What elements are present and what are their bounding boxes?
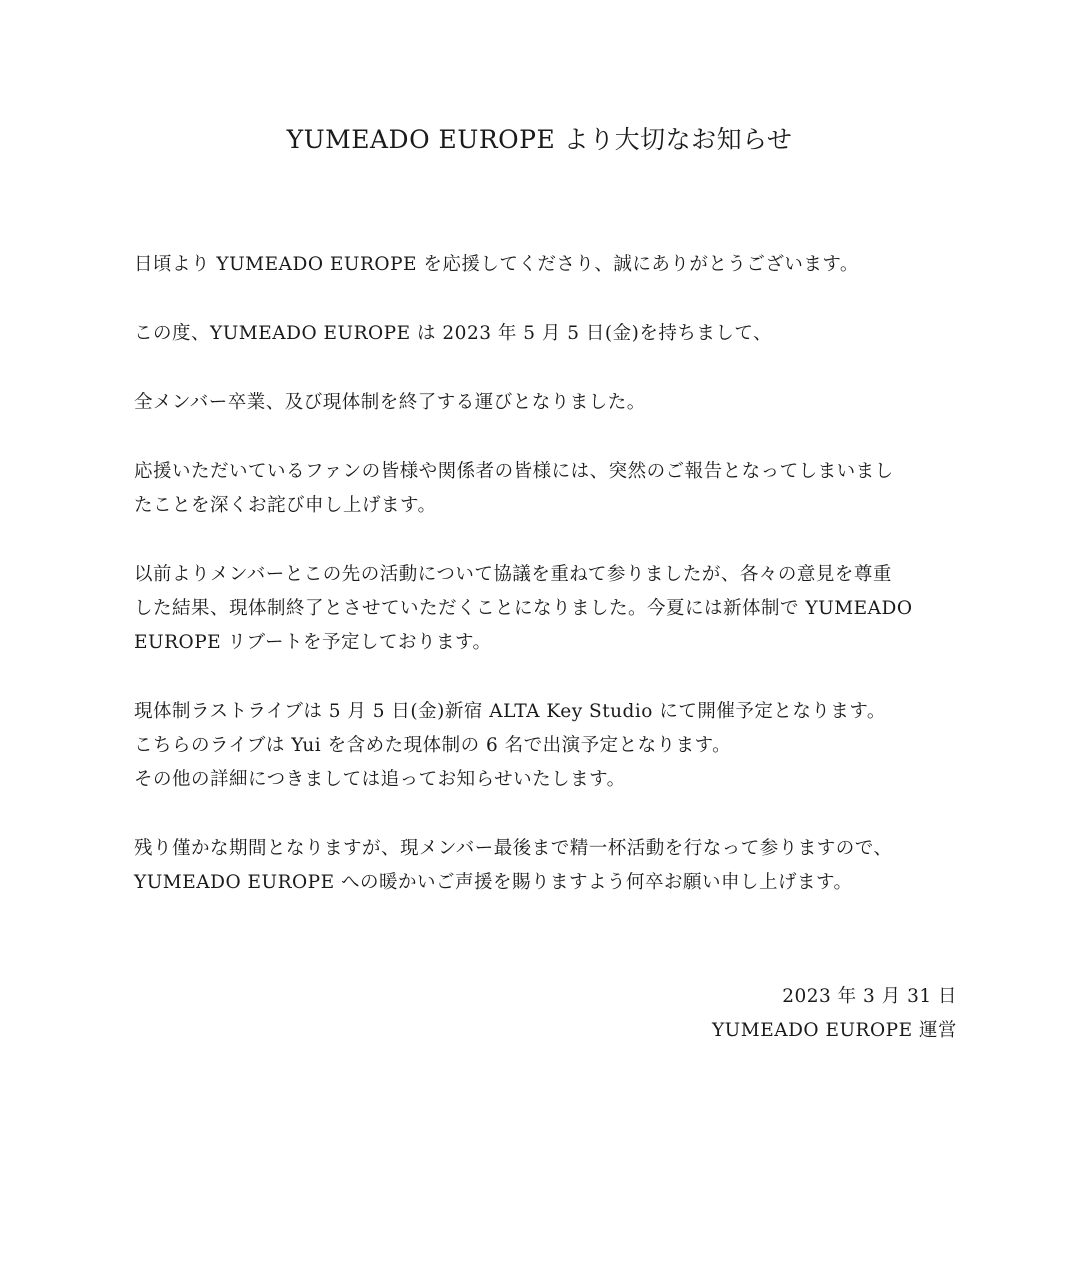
paragraph-line: こちらのライブは Yui を含めた現体制の 6 名で出演予定となります。 [134, 735, 732, 756]
paragraph-apology [134, 455, 964, 523]
paragraph-line: YUMEADO EUROPE への暖かいご声援を賜りますよう何卒お願い申し上げます。 [134, 872, 853, 893]
signature-block [712, 980, 957, 1048]
paragraph-line: その他の詳細につきましては追ってお知らせいたします。 [134, 769, 626, 790]
paragraph-reason [134, 558, 964, 660]
paragraph-line: 残り僅かな期間となりますが、現メンバー最後まで精一杯活動を行なって参りますので、 [134, 838, 893, 859]
signature-org: YUMEADO EUROPE 運営 [711, 1020, 957, 1041]
paragraph-line: この度、YUMEADO EUROPE は 2023 年 5 月 5 日(金)を持ちまして、 [134, 323, 772, 344]
paragraph-greeting [134, 248, 964, 282]
paragraph-announcement [134, 317, 964, 351]
notice-title: YUMEADO EUROPE より大切なお知らせ [286, 125, 793, 154]
paragraph-line: 日頃より YUMEADO EUROPE を応援してくださり、誠にありがとうございます。 [134, 254, 859, 275]
paragraph-last-live [134, 695, 964, 797]
paragraph-line: 現体制ラストライブは 5 月 5 日(金)新宿 ALTA Key Studio にて開催予定となります。 [134, 701, 886, 722]
paragraph-graduation [134, 386, 964, 420]
paragraph-line: した結果、現体制終了とさせていただくことになりました。今夏には新体制で YUMEADO [134, 598, 913, 619]
paragraph-closing [134, 832, 964, 900]
signature-date: 2023 年 3 月 31 日 [782, 986, 957, 1007]
paragraph-line: 全メンバー卒業、及び現体制を終了する運びとなりました。 [134, 392, 646, 413]
paragraph-line: 応援いただいているファンの皆様や関係者の皆様には、突然のご報告となってしまいまし [134, 461, 894, 482]
notice-body [134, 248, 964, 900]
paragraph-line: 以前よりメンバーとこの先の活動について協議を重ねて参りましたが、各々の意見を尊重 [134, 564, 892, 585]
paragraph-line: EUROPE リブートを予定しております。 [134, 632, 492, 653]
paragraph-line: たことを深くお詫び申し上げます。 [134, 495, 437, 516]
